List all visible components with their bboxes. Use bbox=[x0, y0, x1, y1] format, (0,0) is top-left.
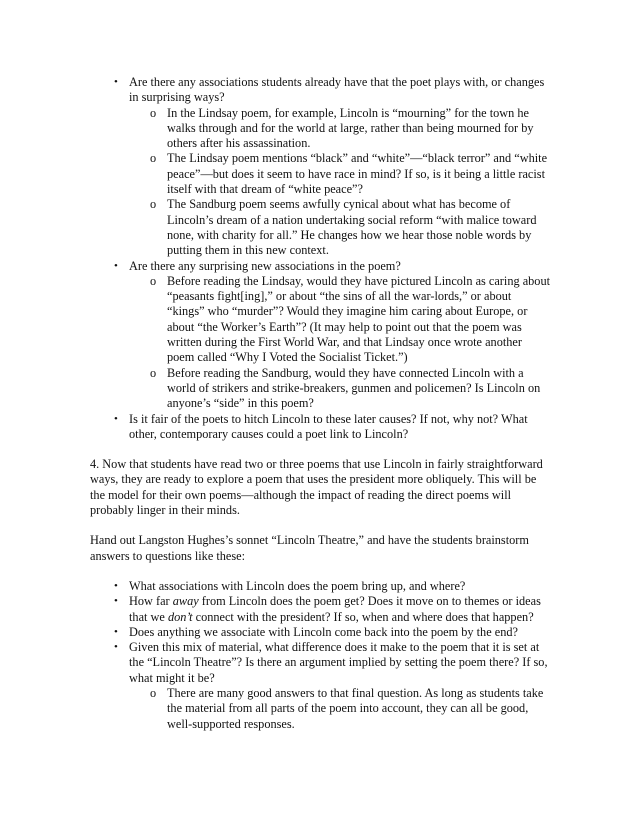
sub-bullet-marker: o bbox=[150, 273, 157, 288]
text-run: connect with the president? If so, when and where does that happen? bbox=[192, 609, 534, 624]
brainstorm-question-list bbox=[90, 579, 550, 732]
sub-list-item bbox=[90, 197, 550, 258]
sub-list-item bbox=[90, 274, 550, 366]
list-item bbox=[90, 640, 550, 732]
sub-bullet-marker: o bbox=[150, 685, 157, 700]
bullet-marker: • bbox=[114, 259, 118, 272]
list-item-text: Does anything we associate with Lincoln come back into the poem by the end? bbox=[129, 624, 518, 639]
list-item bbox=[90, 75, 550, 259]
spacer bbox=[90, 442, 550, 457]
sub-list-item-text: The Lindsay poem mentions “black” and “white”—“black terror” and “white peace”—but does it seem to have race in mind? If so, is it being a little racist itself with that dream of “white peace”? bbox=[167, 151, 548, 197]
bullet-marker: • bbox=[114, 625, 118, 638]
bullet-marker: • bbox=[114, 595, 118, 608]
emphasis-text: don’t bbox=[167, 609, 193, 624]
list-item-text: Is it fair of the poets to hitch Lincoln to these later causes? If not, why not? What other, contemporary causes could a poet link to Lincoln? bbox=[129, 411, 528, 441]
sub-list bbox=[129, 274, 550, 412]
text-run: from Lincoln does the poem get? Does it move on to themes or ideas that we bbox=[129, 594, 541, 624]
list-item bbox=[90, 412, 550, 443]
discussion-question-list bbox=[90, 75, 550, 442]
sub-list-item bbox=[90, 106, 550, 152]
list-item bbox=[90, 259, 550, 412]
paragraph-handout: Hand out Langston Hughes’s sonnet “Lincoln Theatre,” and have the students brainstorm answers to questions like these: bbox=[90, 533, 529, 563]
sub-list-item-text: Before reading the Sandburg, would they have connected Lincoln with a world of strikers and strike-breakers, gunmen and policemen? Is Lincoln on anyone’s “side” in this poem? bbox=[167, 365, 541, 411]
list-item bbox=[90, 625, 550, 640]
sub-bullet-marker: o bbox=[150, 105, 157, 120]
text-run: How far bbox=[129, 594, 173, 609]
bullet-marker: • bbox=[114, 579, 118, 592]
bullet-marker: • bbox=[114, 641, 118, 654]
sub-list-item bbox=[90, 151, 550, 197]
list-item-text: Are there any surprising new associations in the poem? bbox=[129, 258, 401, 273]
sub-bullet-marker: o bbox=[150, 151, 157, 166]
list-item-text: What associations with Lincoln does the poem bring up, and where? bbox=[129, 578, 466, 593]
sub-list-item bbox=[90, 686, 550, 732]
sub-list bbox=[129, 686, 550, 732]
sub-list-item-text: The Sandburg poem seems awfully cynical about what has become of Lincoln’s dream of a nation undertaking social reform “with malice toward none, with charity for all.” He changes how we hear those noble words by putting them in this new context. bbox=[167, 197, 537, 258]
list-item bbox=[90, 594, 550, 625]
list-item-text: Given this mix of material, what difference does it make to the poem that it is set at the “Lincoln Theatre”? Is there an argument implied by setting the poem there? If so, what might it be? bbox=[129, 640, 548, 685]
list-item-text: Are there any associations students already have that the poet plays with, or changes in surprising ways? bbox=[129, 75, 545, 105]
sub-list-item-text: Before reading the Lindsay, would they have pictured Lincoln as caring about “peasants fight[ing],” or about “the sins of all the war-lords,” or about “kings” who “murder”? Would they imagine him caring about Europe, or about “the Worker’s Earth”? (It may help to point out that the poem was written during the First World War, and that Lindsay once wrote another poem called “Why I Voted the Socialist Ticket.”) bbox=[167, 273, 551, 365]
sub-list bbox=[129, 106, 550, 259]
document-body bbox=[90, 75, 550, 732]
sub-list-item-text: There are many good answers to that final question. As long as students take the material from all parts of the poem into account, they can all be good, well-supported responses. bbox=[167, 685, 544, 731]
spacer bbox=[90, 518, 550, 533]
list-item-text bbox=[129, 594, 541, 623]
sub-list-item bbox=[90, 366, 550, 412]
paragraph-step-4: 4. Now that students have read two or three poems that use Lincoln in fairly straightforward ways, they are ready to explore a poem that uses the president more obliquely. This will be the model for their own poems—although the impact of reading the direct poems will probably linger in their minds. bbox=[90, 457, 543, 518]
bullet-marker: • bbox=[114, 412, 118, 425]
emphasis-text: away bbox=[172, 594, 199, 609]
sub-bullet-marker: o bbox=[150, 197, 157, 212]
spacer bbox=[90, 564, 550, 579]
sub-bullet-marker: o bbox=[150, 365, 157, 380]
sub-list-item-text: In the Lindsay poem, for example, Lincoln is “mourning” for the town he walks through and for the world at large, rather than being mourned for by others after his assassination. bbox=[167, 105, 534, 151]
list-item bbox=[90, 579, 550, 594]
bullet-marker: • bbox=[114, 76, 118, 88]
